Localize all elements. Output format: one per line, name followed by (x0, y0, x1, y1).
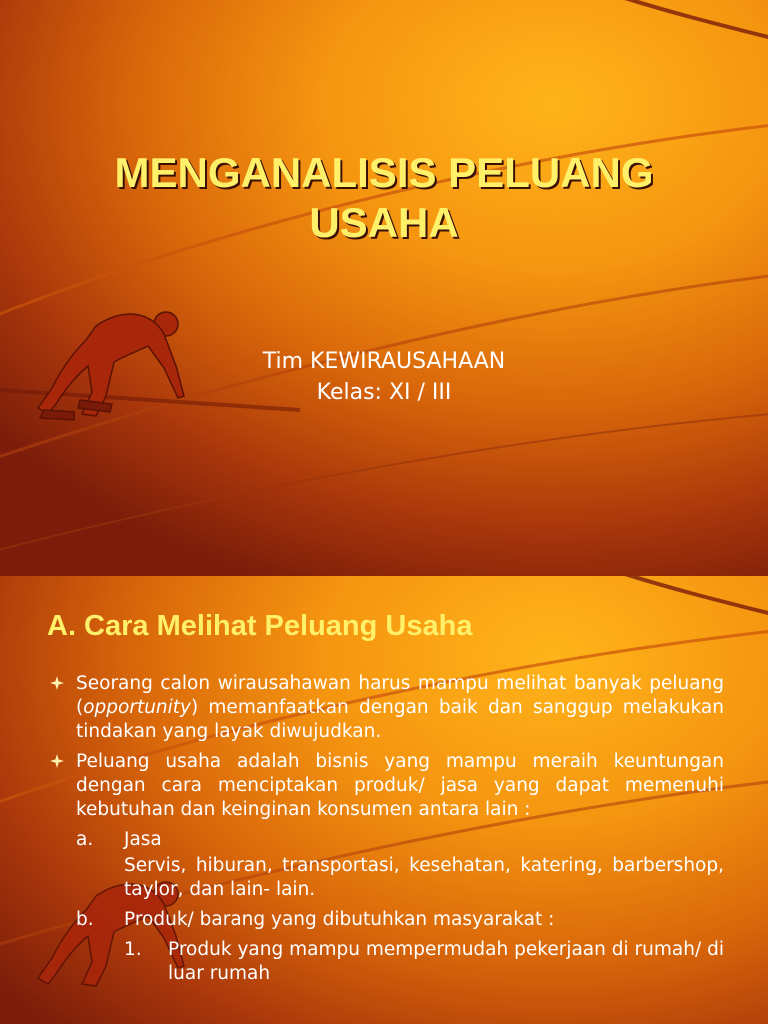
content-slide (0, 576, 768, 1024)
sub-item-b (48, 908, 724, 932)
sub-item-a (48, 828, 724, 852)
sub-item-label: a. (76, 829, 94, 850)
bullet-item (48, 672, 724, 744)
title-line-2: USAHA (309, 199, 459, 246)
bullet-item (48, 750, 724, 822)
sub-sub-item-1 (48, 938, 724, 986)
bullet-text: Peluang usaha adalah bisnis yang mampu meraih keuntungan dengan cara menciptakan produk/ jasa yang dapat memenuhi kebutuhan dan keinginan konsumen antara lain : (76, 751, 724, 820)
sub-item-title: Jasa (124, 829, 162, 850)
diamond-star-bullet-icon (50, 676, 64, 690)
sub-item-detail-text: Servis, hiburan, transportasi, kesehatan, katering, barbershop, taylor, dan lain- lain. (124, 855, 724, 900)
sub-item-title: Produk/ barang yang dibutuhkan masyarakat : (124, 909, 555, 930)
bullet-text-part: ) memanfaatkan dengan baik dan sanggup melakukan tindakan yang layak diwujudkan. (76, 697, 724, 742)
section-heading: A. Cara Melihat Peluang Usaha (47, 610, 473, 642)
slide-body (48, 672, 724, 986)
bullet-text-italic: opportunity (83, 697, 191, 718)
sub-sub-item-text: Produk yang mampu mempermudah pekerjaan di rumah/ di luar rumah (168, 939, 724, 984)
slide-title (0, 148, 768, 248)
subtitle-class: Kelas: XI / III (316, 380, 452, 405)
sub-item-detail (48, 854, 724, 902)
slide-subtitle (0, 346, 768, 408)
diamond-star-bullet-icon (50, 754, 64, 768)
title-line-1: MENGANALISIS PELUANG (114, 149, 654, 196)
sub-item-label: b. (76, 909, 94, 930)
subtitle-team: Tim KEWIRAUSAHAAN (262, 349, 506, 374)
bullet-text-part: Seorang calon wirausahawan harus mampu melihat banyak peluang ( (76, 673, 724, 718)
sub-sub-item-label: 1. (124, 939, 142, 960)
